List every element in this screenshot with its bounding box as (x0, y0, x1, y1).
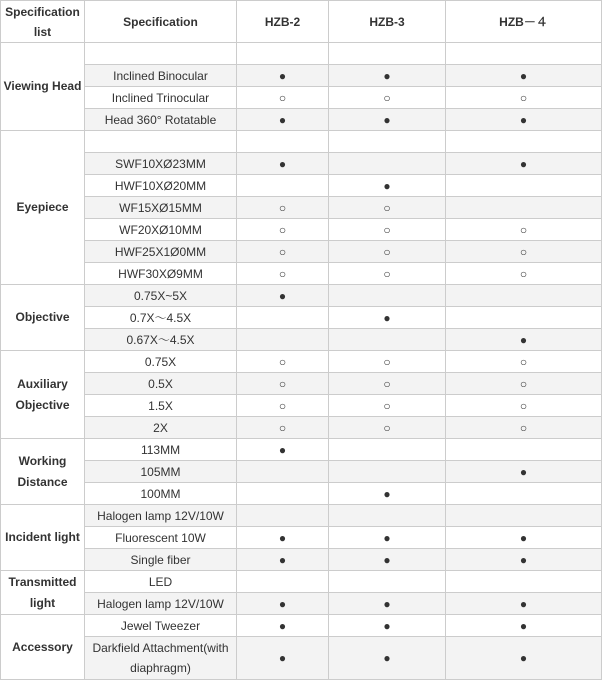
hzb-3-value: ○ (329, 417, 446, 439)
category-cell: Objective (1, 285, 85, 351)
hzb-2-value (237, 307, 329, 329)
table-row (1, 285, 602, 307)
hzb-4-value: ○ (446, 87, 602, 109)
spec-label: Fluorescent 10W (85, 527, 237, 549)
spec-label: Darkfield Attachment(with diaphragm) (85, 637, 237, 680)
spec-label: Single fiber (85, 549, 237, 571)
hzb-4-value: ● (446, 637, 602, 680)
spec-label: 100MM (85, 483, 237, 505)
table-row (1, 615, 602, 637)
hzb-4-value: ○ (446, 241, 602, 263)
hzb-4-value: ● (446, 65, 602, 87)
hzb-3-value: ○ (329, 263, 446, 285)
table-row (1, 197, 602, 219)
hzb-3-value (329, 43, 446, 65)
hzb-3-value (329, 153, 446, 175)
hzb-4-value: ○ (446, 263, 602, 285)
hzb-2-value: ○ (237, 417, 329, 439)
hzb-3-value: ● (329, 65, 446, 87)
spec-label: Halogen lamp 12V/10W (85, 505, 237, 527)
hzb-2-value: ○ (237, 197, 329, 219)
spec-label: 0.67X～4.5X (85, 329, 237, 351)
specification-table-body (1, 43, 602, 680)
hzb-4-value (446, 505, 602, 527)
table-row (1, 65, 602, 87)
header-specification: Specification (85, 1, 237, 43)
table-row (1, 549, 602, 571)
table-row (1, 505, 602, 527)
header-row (1, 1, 602, 43)
table-row (1, 87, 602, 109)
table-row (1, 527, 602, 549)
hzb-2-value (237, 505, 329, 527)
header-hzb-3: HZB-3 (329, 1, 446, 43)
hzb-3-value: ● (329, 307, 446, 329)
hzb-3-value: ● (329, 175, 446, 197)
hzb-2-value: ● (237, 637, 329, 680)
hzb-2-value (237, 43, 329, 65)
hzb-2-value (237, 461, 329, 483)
spec-label: Inclined Trinocular (85, 87, 237, 109)
category-cell: Auxiliary Objective (1, 351, 85, 439)
hzb-2-value: ● (237, 615, 329, 637)
spec-label: SWF10XØ23MM (85, 153, 237, 175)
spec-label: HWF30XØ9MM (85, 263, 237, 285)
hzb-4-value: ● (446, 153, 602, 175)
category-cell: Viewing Head (1, 43, 85, 131)
hzb-3-value: ● (329, 483, 446, 505)
spec-label: 0.75X~5X (85, 285, 237, 307)
hzb-4-value (446, 197, 602, 219)
hzb-4-value (446, 571, 602, 593)
spec-label: LED (85, 571, 237, 593)
hzb-4-value: ● (446, 329, 602, 351)
hzb-4-value: ● (446, 109, 602, 131)
hzb-4-value: ○ (446, 351, 602, 373)
hzb-4-value: ● (446, 461, 602, 483)
header-specification-list: Specification list (1, 1, 85, 43)
hzb-4-value: ○ (446, 219, 602, 241)
hzb-3-value (329, 439, 446, 461)
table-row (1, 329, 602, 351)
table-row (1, 637, 602, 680)
spec-label: 0.75X (85, 351, 237, 373)
category-cell: Transmitted light (1, 571, 85, 615)
category-cell: Eyepiece (1, 131, 85, 285)
spec-label (85, 43, 237, 65)
hzb-3-value: ● (329, 549, 446, 571)
hzb-3-value (329, 505, 446, 527)
hzb-2-value: ○ (237, 241, 329, 263)
spec-label: Inclined Binocular (85, 65, 237, 87)
hzb-2-value: ● (237, 153, 329, 175)
category-cell: Working Distance (1, 439, 85, 505)
hzb-3-value: ○ (329, 219, 446, 241)
table-row (1, 219, 602, 241)
table-row (1, 439, 602, 461)
table-row (1, 307, 602, 329)
hzb-3-value: ● (329, 527, 446, 549)
hzb-4-value: ○ (446, 395, 602, 417)
hzb-4-value (446, 439, 602, 461)
hzb-2-value (237, 571, 329, 593)
hzb-3-value: ○ (329, 373, 446, 395)
hzb-2-value: ○ (237, 395, 329, 417)
hzb-2-value (237, 329, 329, 351)
hzb-4-value (446, 285, 602, 307)
header-hzb-4: HZB－４ (446, 1, 602, 43)
table-row (1, 131, 602, 153)
hzb-4-value: ● (446, 527, 602, 549)
hzb-2-value: ○ (237, 87, 329, 109)
table-row (1, 109, 602, 131)
hzb-2-value: ● (237, 109, 329, 131)
hzb-2-value (237, 131, 329, 153)
hzb-3-value: ● (329, 593, 446, 615)
spec-label: HWF10XØ20MM (85, 175, 237, 197)
hzb-3-value: ● (329, 615, 446, 637)
hzb-4-value (446, 131, 602, 153)
spec-label: 113MM (85, 439, 237, 461)
hzb-2-value: ○ (237, 373, 329, 395)
spec-label: 0.7X～4.5X (85, 307, 237, 329)
spec-label: Halogen lamp 12V/10W (85, 593, 237, 615)
table-row (1, 263, 602, 285)
hzb-4-value: ○ (446, 417, 602, 439)
hzb-4-value: ● (446, 593, 602, 615)
hzb-3-value (329, 131, 446, 153)
table-row (1, 593, 602, 615)
table-row (1, 395, 602, 417)
table-row (1, 241, 602, 263)
hzb-2-value (237, 483, 329, 505)
hzb-4-value (446, 175, 602, 197)
spec-label (85, 131, 237, 153)
spec-label: 105MM (85, 461, 237, 483)
spec-label: Head 360° Rotatable (85, 109, 237, 131)
hzb-3-value (329, 571, 446, 593)
hzb-3-value: ○ (329, 197, 446, 219)
hzb-4-value: ● (446, 615, 602, 637)
hzb-4-value: ● (446, 549, 602, 571)
spec-label: 0.5X (85, 373, 237, 395)
header-hzb-2: HZB-2 (237, 1, 329, 43)
hzb-2-value: ● (237, 593, 329, 615)
spec-label: Jewel Tweezer (85, 615, 237, 637)
table-row (1, 351, 602, 373)
table-row (1, 483, 602, 505)
hzb-4-value: ○ (446, 373, 602, 395)
hzb-2-value: ○ (237, 219, 329, 241)
table-row (1, 153, 602, 175)
hzb-3-value: ● (329, 637, 446, 680)
hzb-3-value: ○ (329, 87, 446, 109)
category-cell: Accessory (1, 615, 85, 680)
hzb-4-value (446, 43, 602, 65)
table-row (1, 175, 602, 197)
hzb-4-value (446, 483, 602, 505)
hzb-2-value: ● (237, 65, 329, 87)
spec-label: 2X (85, 417, 237, 439)
hzb-3-value: ○ (329, 241, 446, 263)
category-cell: Incident light (1, 505, 85, 571)
hzb-2-value: ● (237, 285, 329, 307)
hzb-2-value: ● (237, 439, 329, 461)
hzb-2-value (237, 175, 329, 197)
spec-label: HWF25X1Ø0MM (85, 241, 237, 263)
hzb-2-value: ○ (237, 351, 329, 373)
hzb-2-value: ● (237, 527, 329, 549)
table-row (1, 461, 602, 483)
spec-label: 1.5X (85, 395, 237, 417)
hzb-3-value (329, 461, 446, 483)
hzb-2-value: ● (237, 549, 329, 571)
spec-label: WF15XØ15MM (85, 197, 237, 219)
hzb-3-value (329, 329, 446, 351)
table-row (1, 373, 602, 395)
hzb-3-value (329, 285, 446, 307)
hzb-2-value: ○ (237, 263, 329, 285)
table-row (1, 571, 602, 593)
hzb-3-value: ○ (329, 395, 446, 417)
table-row (1, 43, 602, 65)
hzb-3-value: ○ (329, 351, 446, 373)
hzb-4-value (446, 307, 602, 329)
spec-label: WF20XØ10MM (85, 219, 237, 241)
hzb-3-value: ● (329, 109, 446, 131)
table-row (1, 417, 602, 439)
